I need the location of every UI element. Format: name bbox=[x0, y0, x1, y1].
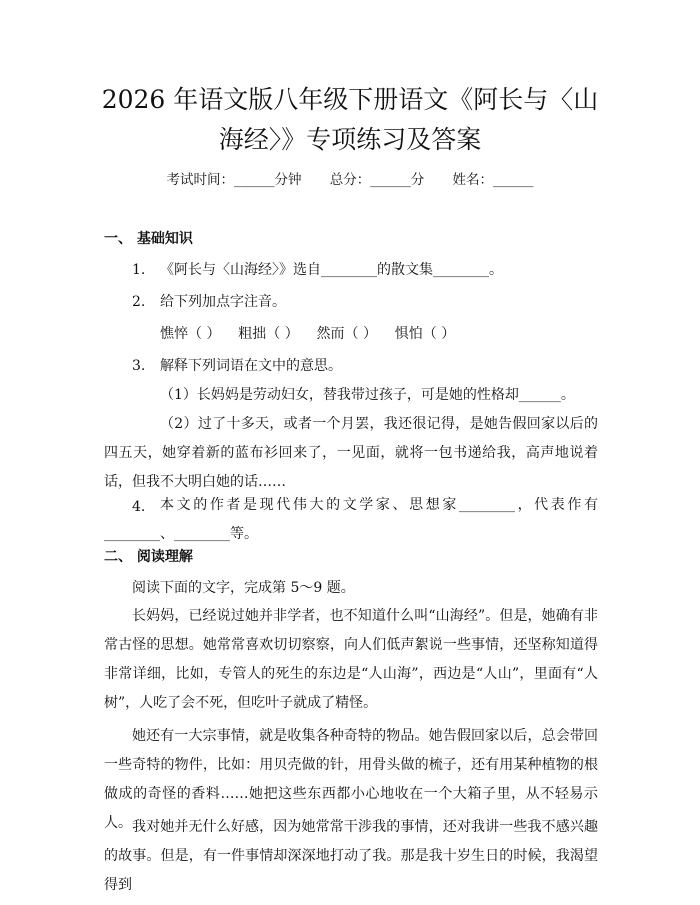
title-line-2: 海经〉》专项练习及答案 bbox=[218, 125, 482, 154]
question-number-3: 3. bbox=[132, 358, 146, 374]
reading-paragraph-3: 我对她并无什么好感，因为她常常干涉我的事情，还对我讲一些我不感兴趣的故事。但是，有一件事情却深深地打动了我。那是我十岁生日的时候，我渴望得到 bbox=[104, 819, 598, 893]
reading-paragraph-2: 她还有一大宗事情，就是收集各种奇特的物品。她告假回家以后，总会带回一些奇特的物件，比如：用贝壳做的针，用骨头做的梳子，还有用某种植物的根做成的奇怪的香料……她把这些东西都小心地收在一个大箱子里，从不轻易示人。 bbox=[104, 728, 598, 831]
question-text-1: 《阿长与〈山海经〉》选自________的散文集________。 bbox=[160, 262, 503, 278]
exam-score: 总分：______分 bbox=[329, 172, 425, 188]
question-text-3: 解释下列词语在文中的意思。 bbox=[160, 358, 342, 374]
question-text-4: 本文的作者是现代伟大的文学家、思想家________，代表作有________、________等。 bbox=[104, 497, 598, 542]
section-heading-basics: 一、 基础知识 bbox=[104, 231, 193, 247]
question-text-2: 给下列加点字注音。 bbox=[160, 294, 286, 310]
exam-info bbox=[0, 168, 700, 188]
question-number-4: 4. bbox=[132, 499, 146, 515]
reading-paragraph-1: 长妈妈，已经说过她并非学者，也不知道什么叫“山海经”。但是，她确有非常古怪的思想。她常常喜欢切切察察，向人们低声絮说一些事情，还坚称知道得非常详细，比如，专管人的死生的东边是“人山海”，西边是“人山”，里面有“人树”，人吃了会不死，但吃叶子就成了精怪。 bbox=[104, 608, 598, 711]
document-title bbox=[60, 80, 640, 160]
reading-intro: 阅读下面的文字，完成第 5～9 题。 bbox=[132, 580, 355, 596]
question-number-1: 1. bbox=[132, 262, 146, 278]
pinyin-options: 憔悴（ ） 粗拙（ ） 然而（ ） 惧怕（ ） bbox=[160, 326, 456, 342]
question-3-sub-2: （2）过了十多天，或者一个月罢，我还很记得，是她告假回家以后的四五天，她穿着新的蓝布衫回来了，一见面，就将一包书递给我，高声地说着话，但我不大明白她的话…… bbox=[104, 416, 598, 490]
exam-time: 考试时间：______分钟 bbox=[166, 172, 302, 188]
title-line-1: 2026 年语文版八年级下册语文《阿长与〈山 bbox=[101, 85, 599, 114]
exam-name: 姓名：______ bbox=[452, 172, 534, 188]
question-3-sub-1: （1）长妈妈是劳动妇女，替我带过孩子，可是她的性格却______。 bbox=[160, 387, 575, 403]
section-heading-reading: 二、 阅读理解 bbox=[104, 549, 193, 565]
question-number-2: 2. bbox=[132, 294, 146, 310]
